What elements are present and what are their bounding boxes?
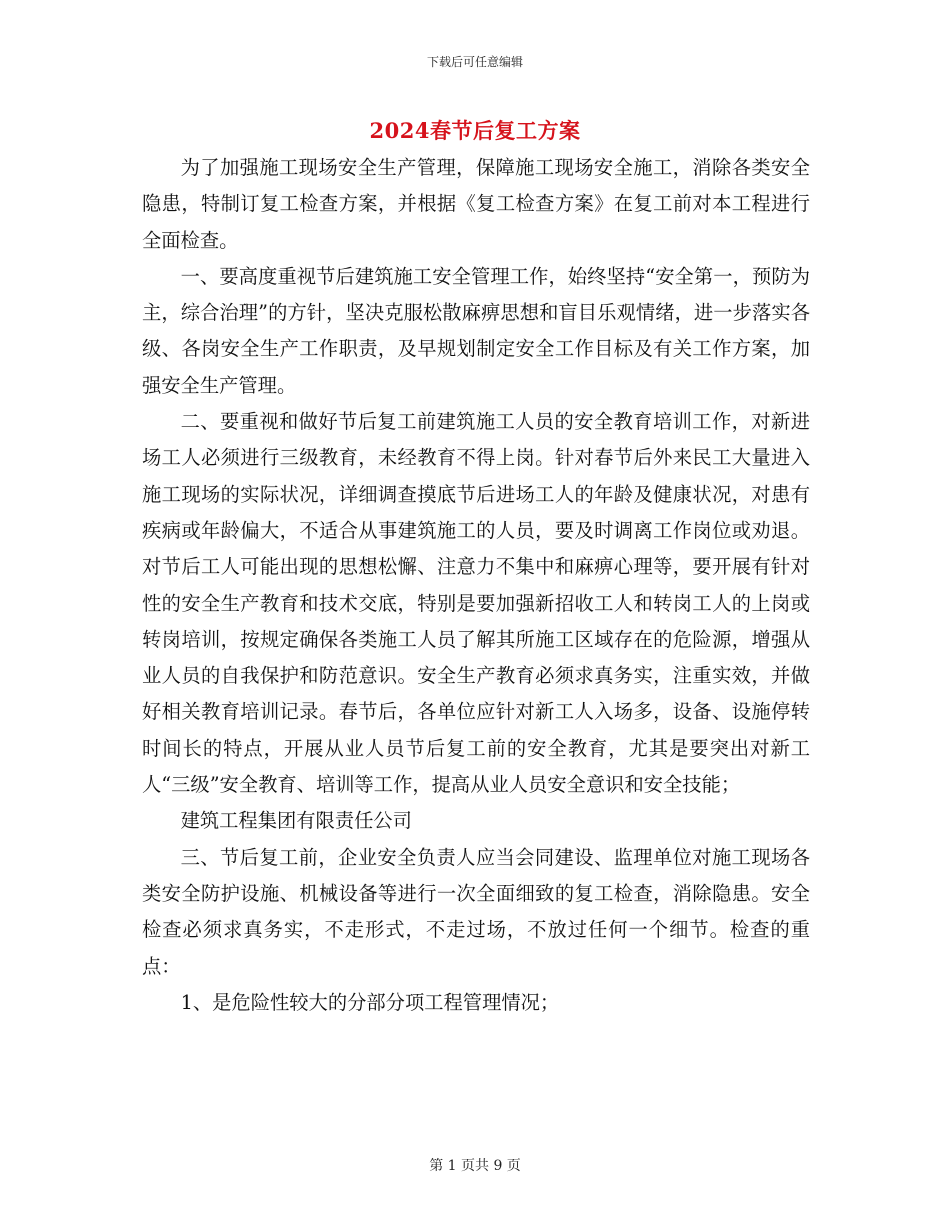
document-body <box>142 150 810 1021</box>
header-note: 下载后可任意编辑 <box>426 55 523 69</box>
company-name-line: 建筑工程集团有限责任公司 <box>180 809 412 833</box>
intro-paragraph: 为了加强施工现场安全生产管理，保障施工现场安全施工，消除各类安全隐患，特制订复工检查方案，并根据《复工检查方案》在复工前对本工程进行全面检查。 <box>142 156 810 252</box>
checklist-item-1: 1、是危险性较大的分部分项工程管理情况； <box>180 990 560 1014</box>
page-number: 第 1 页共 9 页 <box>429 1158 521 1174</box>
section-two-paragraph: 二、要重视和做好节后复工前建筑施工人员的安全教育培训工作，对新进场工人必须进行三级教育，未经教育不得上岗。针对春节后外来民工大量进入施工现场的实际状况，详细调查摸底节后进场工人的年龄及健康状况，对患有疾病或年龄偏大，不适合从事建筑施工的人员，要及时调离工作岗位或劝退。对节后工人可能出现的思想松懈、注意力不集中和麻痹心理等，要开展有针对性的安全生产教育和技术交底，特别是要加强新招收工人和转岗工人的上岗或转岗培训，按规定确保各类施工人员了解其所施工区域存在的危险源，增强从业人员的自我保护和防范意识。安全生产教育必须求真务实，注重实效，并做好相关教育培训记录。春节后，各单位应针对新工人入场多，设备、设施停转时间长的特点，开展从业人员节后复工前的安全教育，尤其是要突出对新工人“三级”安全教育、培训等工作，提高从业人员安全意识和安全技能； <box>142 410 810 797</box>
section-one-paragraph: 一、要高度重视节后建筑施工安全管理工作，始终坚持“安全第一，预防为主，综合治理”的方针，坚决克服松散麻痹思想和盲目乐观情绪，进一步落实各级、各岗安全生产工作职责，及早规划制定安全工作目标及有关工作方案，加强安全生产管理。 <box>142 264 810 397</box>
document-title: 2024春节后复工方案 <box>369 118 581 143</box>
section-three-paragraph: 三、节后复工前，企业安全负责人应当会同建设、监理单位对施工现场各类安全防护设施、机械设备等进行一次全面细致的复工检查，消除隐患。安全检查必须求真务实，不走形式，不走过场，不放过任何一个细节。检查的重点： <box>142 845 810 978</box>
